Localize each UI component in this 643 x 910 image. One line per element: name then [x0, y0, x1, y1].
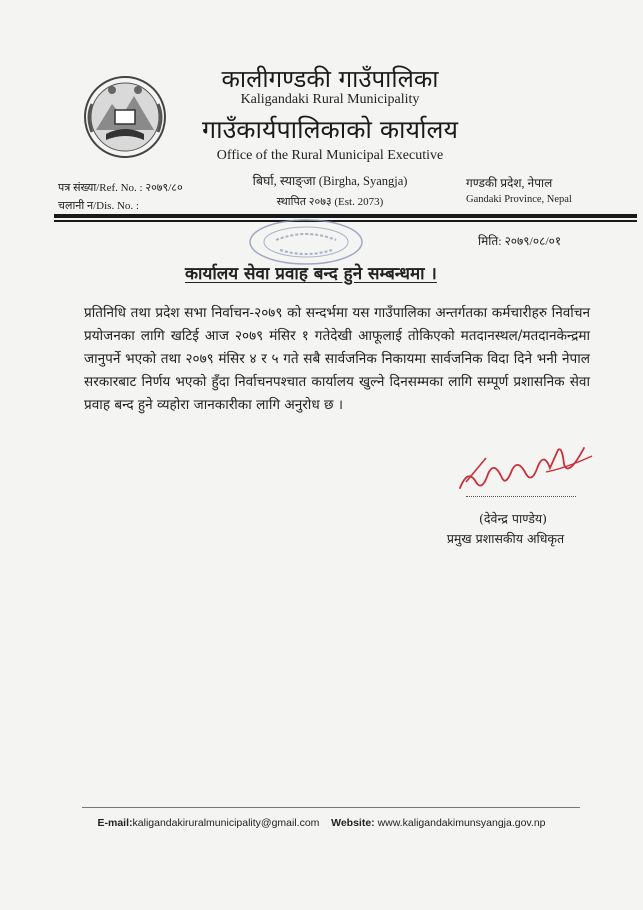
province-english: Gandaki Province, Nepal [466, 194, 572, 205]
office-name-english: Office of the Rural Municipal Executive [216, 148, 444, 163]
office-name-nepali: गाउँकार्यपालिकाको कार्यालय [202, 115, 458, 144]
org-name-nepali: कालीगण्डकी गाउँपालिका [221, 65, 439, 93]
signatory-name: (देवेन्द्र पाण्डेय) [478, 511, 548, 526]
province-nepali: गण्डकी प्रदेश, नेपाल [466, 176, 553, 190]
reference-number: पत्र संख्या/Ref. No. : २०७९/८० [58, 182, 183, 194]
established-year: स्थापित २०७३ (Est. 2073) [276, 196, 384, 208]
office-address: बिर्घा, स्याङ्जा (Birgha, Syangja) [252, 174, 408, 188]
email-link[interactable]: kaligandakiruralmunicipality@gmail.com [132, 817, 320, 829]
signature-line [466, 495, 576, 497]
website-label: Website: [331, 817, 375, 829]
signatory-title: प्रमुख प्रशासकीय अधिकृत [446, 531, 565, 546]
letter-body: प्रतिनिधि तथा प्रदेश सभा निर्वाचन-२०७९ को सन्दर्भमा यस गाउँपालिका अन्तर्गतका कर्मचारीहरु निर्वाचन प्रयोजनका लागि खटिई आज २०७९ मंसिर १ गतेदेखी आफूलाई तोकिएको मतदानस्थल/मतदानकेन्द्रमा जानुपर्ने भएको तथा २०७९ मंसिर ४ र ५ गते सबै सार्वजनिक निकायमा सार्वजनिक विदा दिने भनी नेपाल सरकारबाट निर्णय भएको हुँदा निर्वाचनपश्चात कार्यालय खुल्ने दिनसम्मका लागि सम्पूर्ण प्रशासनिक सेवा प्रवाह बन्द हुने व्यहोरा जानकारीका लागि अनुरोध छ । [84, 305, 590, 413]
handwritten-signature [446, 438, 596, 498]
dispatch-number: चलानी न/Dis. No. : [58, 200, 139, 212]
website-link[interactable]: www.kaligandakimunsyangja.gov.np [377, 817, 546, 829]
footer-divider [82, 807, 580, 808]
footer-contact [0, 817, 643, 829]
org-name-english: Kaligandaki Rural Municipality [240, 92, 420, 107]
municipality-emblem [82, 74, 168, 160]
letter-subject: कार्यालय सेवा प्रवाह बन्द हुने सम्बन्धमा । [185, 264, 437, 284]
letter-date: मिति: २०७९/०८/०१ [478, 234, 562, 248]
email-label: E-mail: [97, 817, 133, 829]
